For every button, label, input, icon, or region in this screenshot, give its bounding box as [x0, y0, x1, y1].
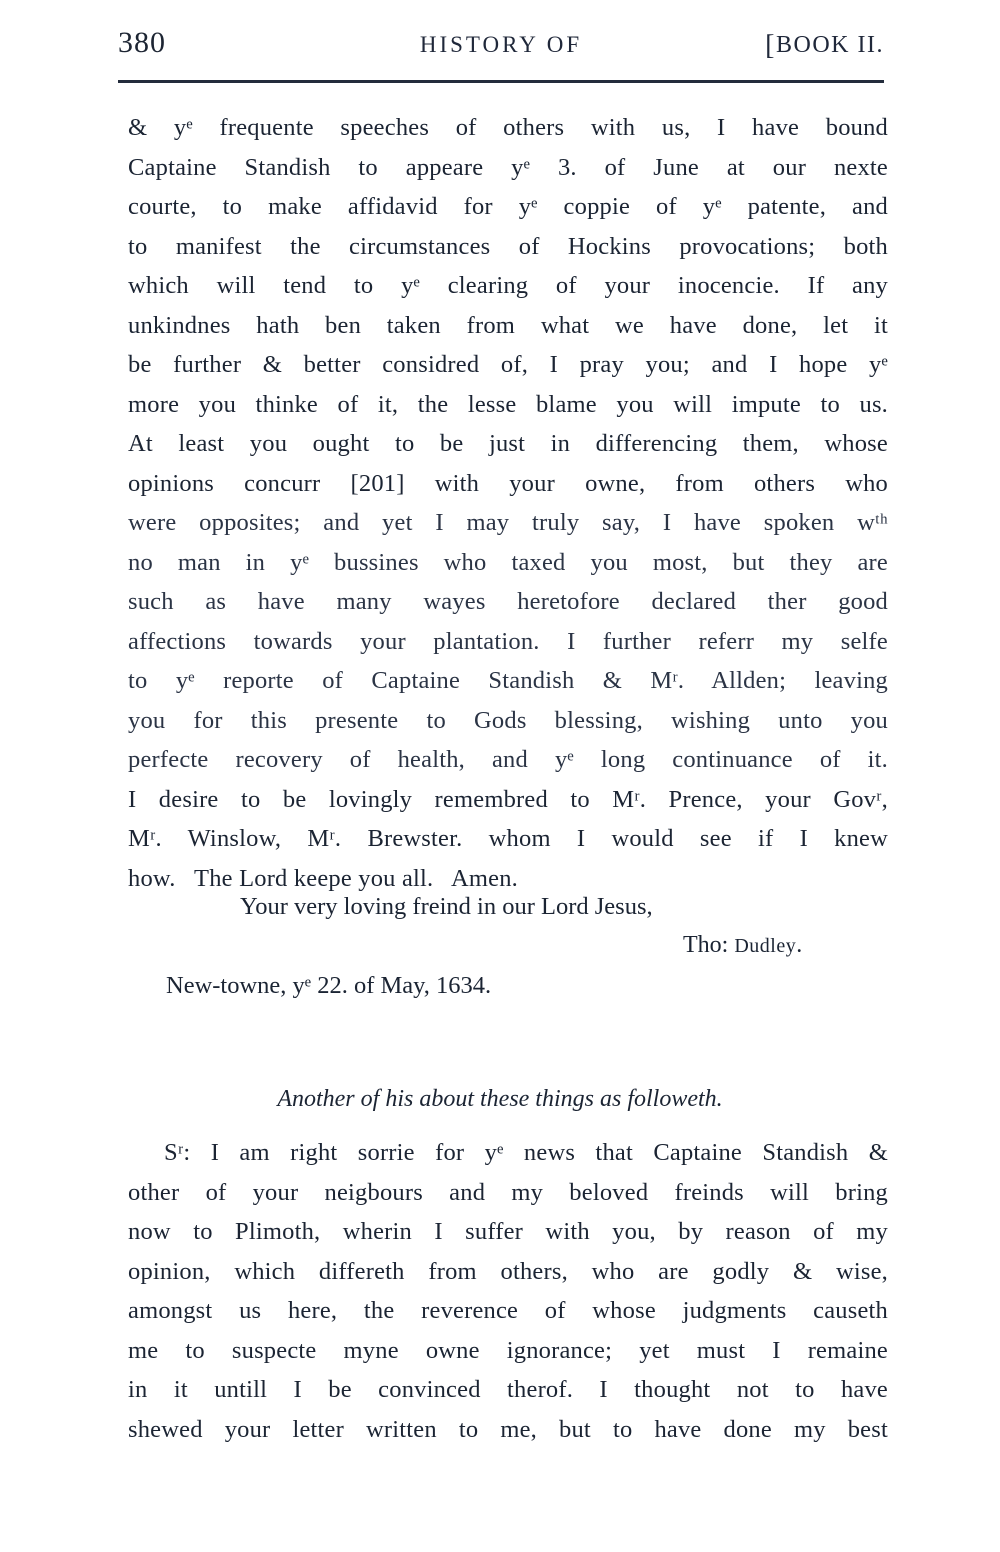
- running-head-book-label: [765, 30, 884, 62]
- text-line: unkindnes hath ben taken from what we have done, let it: [128, 311, 888, 339]
- text-line: & yᵉ frequente speeches of others with us, I have bound: [128, 114, 888, 141]
- text-line: such as have many wayes heretofore declared ther good: [128, 588, 888, 615]
- text-line: in it untill I be convinced therof. I thought not to have: [128, 1376, 888, 1403]
- text-line: At least you ought to be just in differencing them, whose: [128, 430, 888, 457]
- text-line: were opposites; and yet I may truly say, I have spoken wᵗʰ: [128, 509, 888, 536]
- signature-period: .: [796, 932, 803, 958]
- text-line: Sʳ: I am right sorrie for yᵉ news that Captaine Standish &: [164, 1139, 888, 1166]
- text-line: to yᵉ reporte of Captaine Standish & Mʳ. Allden; leaving: [128, 667, 888, 694]
- letter-closing: Your very loving freind in our Lord Jesus,: [240, 893, 653, 920]
- text-line: me to suspecte myne owne ignorance; yet must I remaine: [128, 1336, 888, 1364]
- text-line: Mʳ. Winslow, Mʳ. Brewster. whom I would see if I knew: [128, 825, 888, 852]
- text-line: to manifest the circumstances of Hockins provocations; both: [128, 232, 888, 260]
- letter-signature: [683, 932, 802, 959]
- signature-name: Dudley: [734, 935, 797, 957]
- letter-two-body: [128, 1133, 888, 1449]
- header-rule: [118, 80, 884, 83]
- text-line: courte, to make affidavid for yᵉ coppie of yᵉ patente, and: [128, 193, 888, 220]
- book-label-text: BOOK II.: [776, 32, 884, 58]
- text-line: other of your neigbours and my beloved freinds will bring: [128, 1178, 888, 1206]
- text-line: no man in yᵉ bussines who taxed you most, but they are: [128, 548, 888, 576]
- letter-dateline: New-towne, yᵉ 22. of May, 1634.: [166, 972, 492, 999]
- open-bracket: [: [765, 30, 776, 61]
- text-line: more you thinke of it, the lesse blame you will impute to us.: [128, 390, 888, 418]
- text-line: affections towards your plantation. I further referr my selfe: [128, 627, 888, 655]
- section-heading: Another of his about these things as followeth.: [277, 1086, 723, 1112]
- page-number: 380: [118, 26, 166, 59]
- signature-separator: :: [721, 932, 729, 958]
- text-line: shewed your letter written to me, but to have done my best: [128, 1415, 888, 1443]
- text-line: perfecte recovery of health, and yᵉ long continuance of it.: [128, 746, 888, 773]
- text-line: amongst us here, the reverence of whose judgments causeth: [128, 1297, 888, 1324]
- letter-one-body: [128, 108, 888, 898]
- text-line: be further & better considred of, I pray you; and I hope yᵉ: [128, 351, 888, 378]
- running-head-title: HISTORY OF: [419, 32, 583, 57]
- signature-prefix: Tho: [683, 932, 722, 958]
- text-line: I desire to be lovingly remembred to Mʳ. Prence, your Govʳ,: [128, 785, 888, 813]
- running-head: [118, 26, 884, 68]
- text-line: now to Plimoth, wherin I suffer with you, by reason of my: [128, 1218, 888, 1245]
- text-line: opinions concurr [201] with your owne, from others who: [128, 469, 888, 497]
- text-line: how. The Lord keepe you all. Amen.: [128, 864, 518, 892]
- text-line: Captaine Standish to appeare yᵉ 3. of June at our nexte: [128, 153, 888, 181]
- text-line: which will tend to yᵉ clearing of your inocencie. If any: [128, 272, 888, 299]
- text-line: opinion, which differeth from others, who are godly & wise,: [128, 1257, 888, 1285]
- text-line: you for this presente to Gods blessing, wishing unto you: [128, 706, 888, 734]
